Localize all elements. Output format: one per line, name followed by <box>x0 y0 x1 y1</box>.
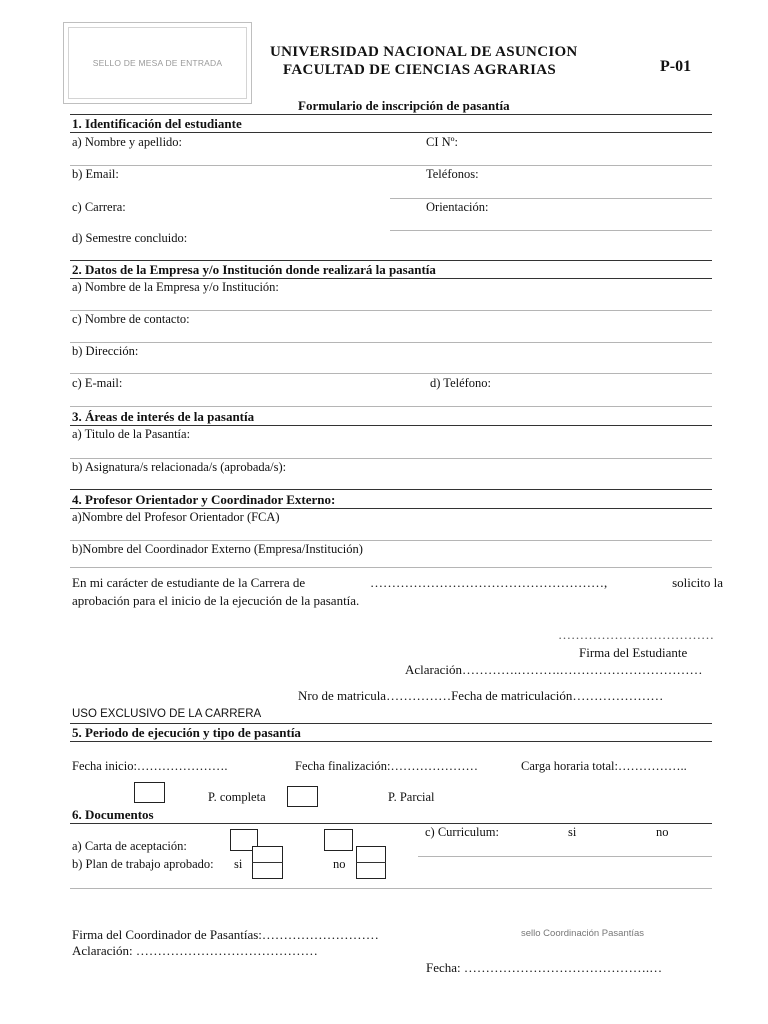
checkbox-divider <box>252 862 283 863</box>
section-6-title: 6. Documentos <box>72 807 154 822</box>
rule <box>70 458 712 459</box>
advisor-name-label: a)Nombre del Profesor Orientador (FCA) <box>72 510 280 524</box>
contact-name-label: c) Nombre de contacto: <box>72 312 190 326</box>
work-plan-yes-label: si <box>234 857 243 871</box>
coordination-stamp-label: sello Coordinación Pasantías <box>521 928 645 939</box>
company-email-label: c) E-mail: <box>72 376 123 390</box>
work-plan-no-label: no <box>333 857 346 871</box>
rule <box>70 310 712 311</box>
rule <box>390 230 712 231</box>
section-5-title: 5. Periodo de ejecución y tipo de pasantía <box>72 725 301 740</box>
cv-yes-label: si <box>568 825 577 839</box>
rule <box>70 342 712 343</box>
section-4-title: 4. Profesor Orientador y Coordinador Externo: <box>72 492 336 507</box>
declaration-career-dots: ………………………………………………, <box>369 575 608 590</box>
acceptance-no-checkbox[interactable] <box>324 829 353 851</box>
rule <box>70 165 712 166</box>
company-address-label: b) Dirección: <box>72 344 139 358</box>
university-name: UNIVERSIDAD NACIONAL DE ASUNCION <box>270 44 578 60</box>
rule <box>70 260 712 261</box>
related-subjects-label: b) Asignatura/s relacionada/s (aprobada/s): <box>72 460 287 474</box>
rule <box>70 373 712 374</box>
start-date-label: Fecha inicio:…………………. <box>72 759 228 773</box>
enrollment-info: Nro de matricula……………Fecha de matriculación………………… <box>298 688 664 703</box>
part-time-label: P. Parcial <box>388 790 435 804</box>
rule <box>70 406 712 407</box>
semester-label: d) Semestre concluido: <box>72 231 188 245</box>
coordinator-signature: Firma del Coordinador de Pasantías:……………………… <box>72 927 379 942</box>
declaration-start: En mi carácter de estudiante de la Carrera de <box>72 575 306 590</box>
rule <box>70 823 712 824</box>
end-date-label: Fecha finalización:………………… <box>295 759 478 773</box>
rule <box>70 278 712 279</box>
career-label: c) Carrera: <box>72 200 126 214</box>
rule <box>70 508 712 509</box>
student-name-label: a) Nombre y apellido: <box>72 135 183 149</box>
coordinator-date: Fecha: …………………………………….… <box>426 960 663 975</box>
student-id-label: CI Nº: <box>426 135 459 149</box>
full-time-checkbox[interactable] <box>134 782 165 803</box>
orientation-label: Orientación: <box>426 200 489 214</box>
total-hours-label: Carga horaria total:…………….. <box>521 759 687 773</box>
section-2-title: 2. Datos de la Empresa y/o Institución donde realizará la pasantía <box>72 262 436 277</box>
entry-stamp-label: SELLO DE MESA DE ENTRADA <box>92 58 223 68</box>
rule <box>70 114 712 115</box>
cv-label: c) Curriculum: <box>425 825 499 839</box>
declaration-line-1 <box>72 575 723 591</box>
rule <box>390 198 712 199</box>
rule <box>70 425 712 426</box>
declaration-end: solicito la <box>672 575 723 590</box>
internship-title-label: a) Titulo de la Pasantía: <box>72 427 191 441</box>
declaration-line-2: aprobación para el inicio de la ejecución de la pasantía. <box>72 593 360 608</box>
rule <box>70 132 712 133</box>
rule <box>70 567 712 568</box>
company-name-label: a) Nombre de la Empresa y/o Institución: <box>72 280 279 294</box>
coordinator-clarification: Aclaración: …………………………………… <box>72 943 318 958</box>
cv-no-label: no <box>656 825 669 839</box>
student-email-label: b) Email: <box>72 167 119 181</box>
section-1-title: 1. Identificación del estudiante <box>72 116 242 131</box>
rule <box>70 888 712 889</box>
student-phones-label: Teléfonos: <box>426 167 479 181</box>
entry-stamp-inner <box>68 27 247 99</box>
entry-stamp-box <box>63 22 252 104</box>
full-time-label: P. completa <box>208 790 266 804</box>
acceptance-letter-label: a) Carta de aceptación: <box>72 839 187 853</box>
form-code: P-01 <box>660 58 692 75</box>
checkbox-divider <box>356 862 386 863</box>
part-time-checkbox[interactable] <box>287 786 318 807</box>
work-plan-label: b) Plan de trabajo aprobado: <box>72 857 214 871</box>
form-title: Formulario de inscripción de pasantía <box>298 98 510 113</box>
student-signature-line: ……………………………… <box>558 627 714 642</box>
company-phone-label: d) Teléfono: <box>430 376 492 390</box>
student-clarification: Aclaración………….……….…………………………… <box>405 662 703 677</box>
faculty-name: FACULTAD DE CIENCIAS AGRARIAS <box>283 62 557 78</box>
student-signature-label: Firma del Estudiante <box>579 645 688 660</box>
rule <box>418 856 712 857</box>
rule <box>70 741 712 742</box>
career-use-label: USO EXCLUSIVO DE LA CARRERA <box>72 708 262 720</box>
external-coordinator-label: b)Nombre del Coordinador Externo (Empresa/Institución) <box>72 542 363 556</box>
rule <box>70 540 712 541</box>
section-3-title: 3. Áreas de interés de la pasantía <box>72 409 255 424</box>
rule <box>70 723 712 724</box>
rule <box>70 489 712 490</box>
